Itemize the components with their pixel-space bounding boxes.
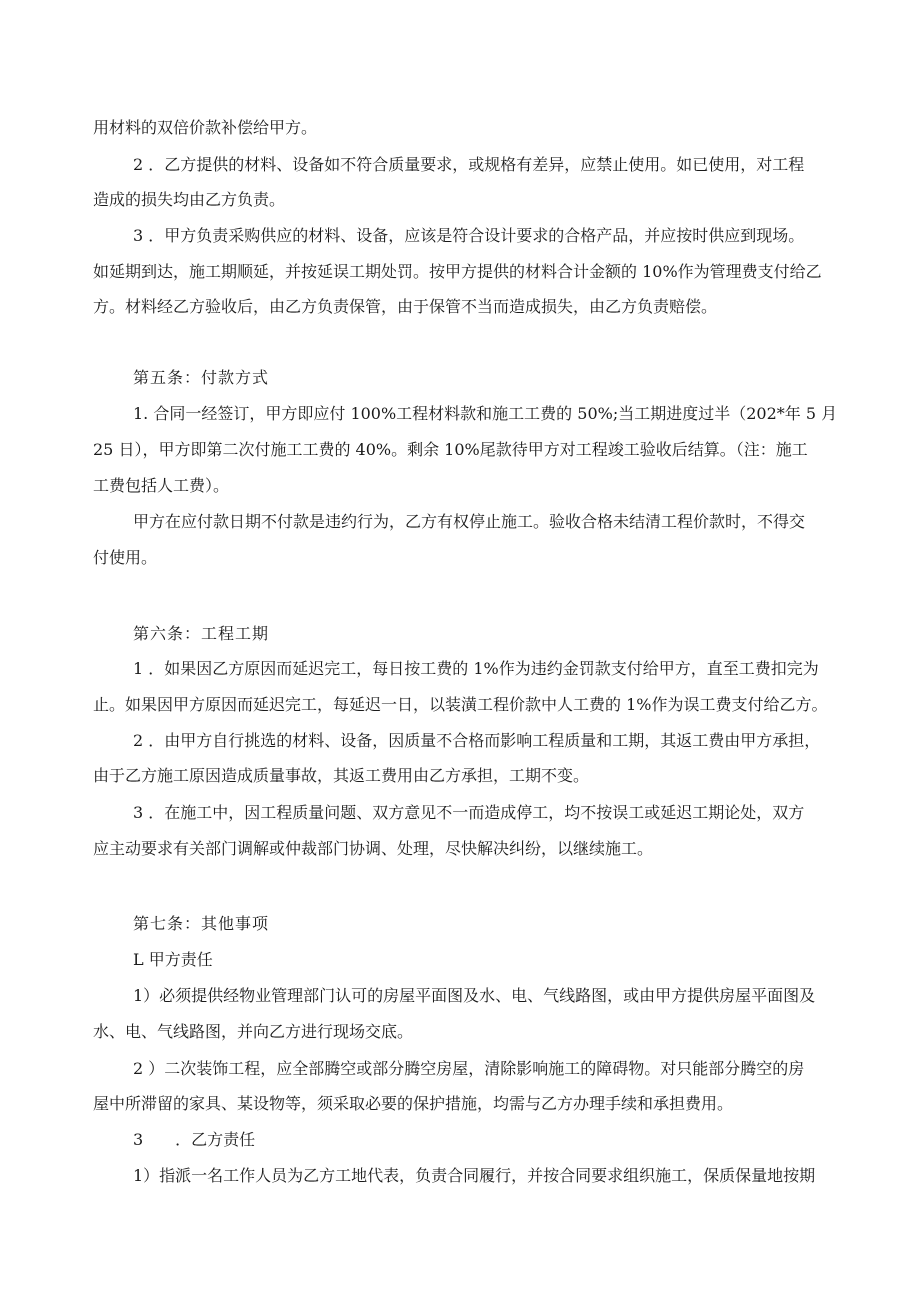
text-line: 屋中所滞留的家具、某设物等，须采取必要的保护措施，均需与乙方办理手续和承担费用。 [93, 1094, 734, 1113]
section-heading: 第五条：付款方式 [133, 368, 270, 387]
text-line: 25 日），甲方即第二次付施工工费的 40%。剩余 10%尾款待甲方对工程竣工验收后结算。（注：施工 [93, 440, 808, 459]
text-line: 2 ．由甲方自行挑选的材料、设备，因质量不合格而影响工程质量和工期，其返工费由甲方承担， [133, 731, 821, 750]
text-line: 如延期到达，施工期顺延，并按延误工期处罚。按甲方提供的材料合计金额的 10%作为管理费支付给乙 [93, 262, 822, 281]
text-line: 1）必须提供经物业管理部门认可的房屋平面图及水、电、气线路图，或由甲方提供房屋平面图及 [133, 986, 816, 1005]
text-line: 2 ．乙方提供的材料、设备如不符合质量要求，或规格有差异，应禁止使用。如已使用，对工程 [133, 155, 805, 174]
text-line: 工费包括人工费）。 [93, 476, 230, 495]
text-line: 付使用。 [93, 548, 158, 567]
subsection-heading: L 甲方责任 [133, 950, 213, 969]
text-line: 方。材料经乙方验收后，由乙方负责保管，由于保管不当而造成损失，由乙方负责赔偿。 [93, 297, 718, 316]
text-line: 1 ．如果因乙方原因而延迟完工，每日按工费的 1%作为违约金罚款支付给甲方，直至工费扣完为 [133, 659, 819, 678]
text-line: 止。如果因甲方原因而延迟完工，每延迟一日，以装潢工程价款中人工费的 1%作为误工费支付给乙方。 [93, 695, 828, 714]
text-line: 3 ．甲方负责采购供应的材料、设备，应该是符合设计要求的合格产品，并应按时供应到现场。 [133, 226, 805, 245]
text-line: 甲方在应付款日期不付款是违约行为，乙方有权停止施工。验收合格未结清工程价款时，不得交 [133, 512, 806, 531]
subsection-heading: 3 ．乙方责任 [133, 1130, 256, 1149]
text-line: 3 ．在施工中，因工程质量问题、双方意见不一而造成停工，均不按误工或延迟工期论处，双方 [133, 803, 805, 822]
text-line: 用材料的双倍价款补偿给甲方。 [93, 118, 318, 137]
text-line: 应主动要求有关部门调解或仲裁部门协调、处理，尽快解决纠纷，以继续施工。 [93, 839, 654, 858]
text-line: 造成的损失均由乙方负责。 [93, 190, 286, 209]
text-line: 2 ）二次装饰工程，应全部腾空或部分腾空房屋，清除影响施工的障碍物。对只能部分腾空的房 [133, 1059, 805, 1078]
text-line: 1）指派一名工作人员为乙方工地代表，负责合同履行，并按合同要求组织施工，保质保量地按期 [133, 1166, 816, 1185]
text-line: 1. 合同一经签订，甲方即应付 100%工程材料款和施工工费的 50%;当工期进度过半（202*年 5 月 [133, 404, 838, 423]
text-line: 水、电、气线路图，并向乙方进行现场交底。 [93, 1022, 414, 1041]
section-heading: 第六条：工程工期 [133, 624, 270, 643]
text-line: 由于乙方施工原因造成质量事故，其返工费用由乙方承担，工期不变。 [93, 766, 590, 785]
section-heading: 第七条：其他事项 [133, 914, 270, 933]
